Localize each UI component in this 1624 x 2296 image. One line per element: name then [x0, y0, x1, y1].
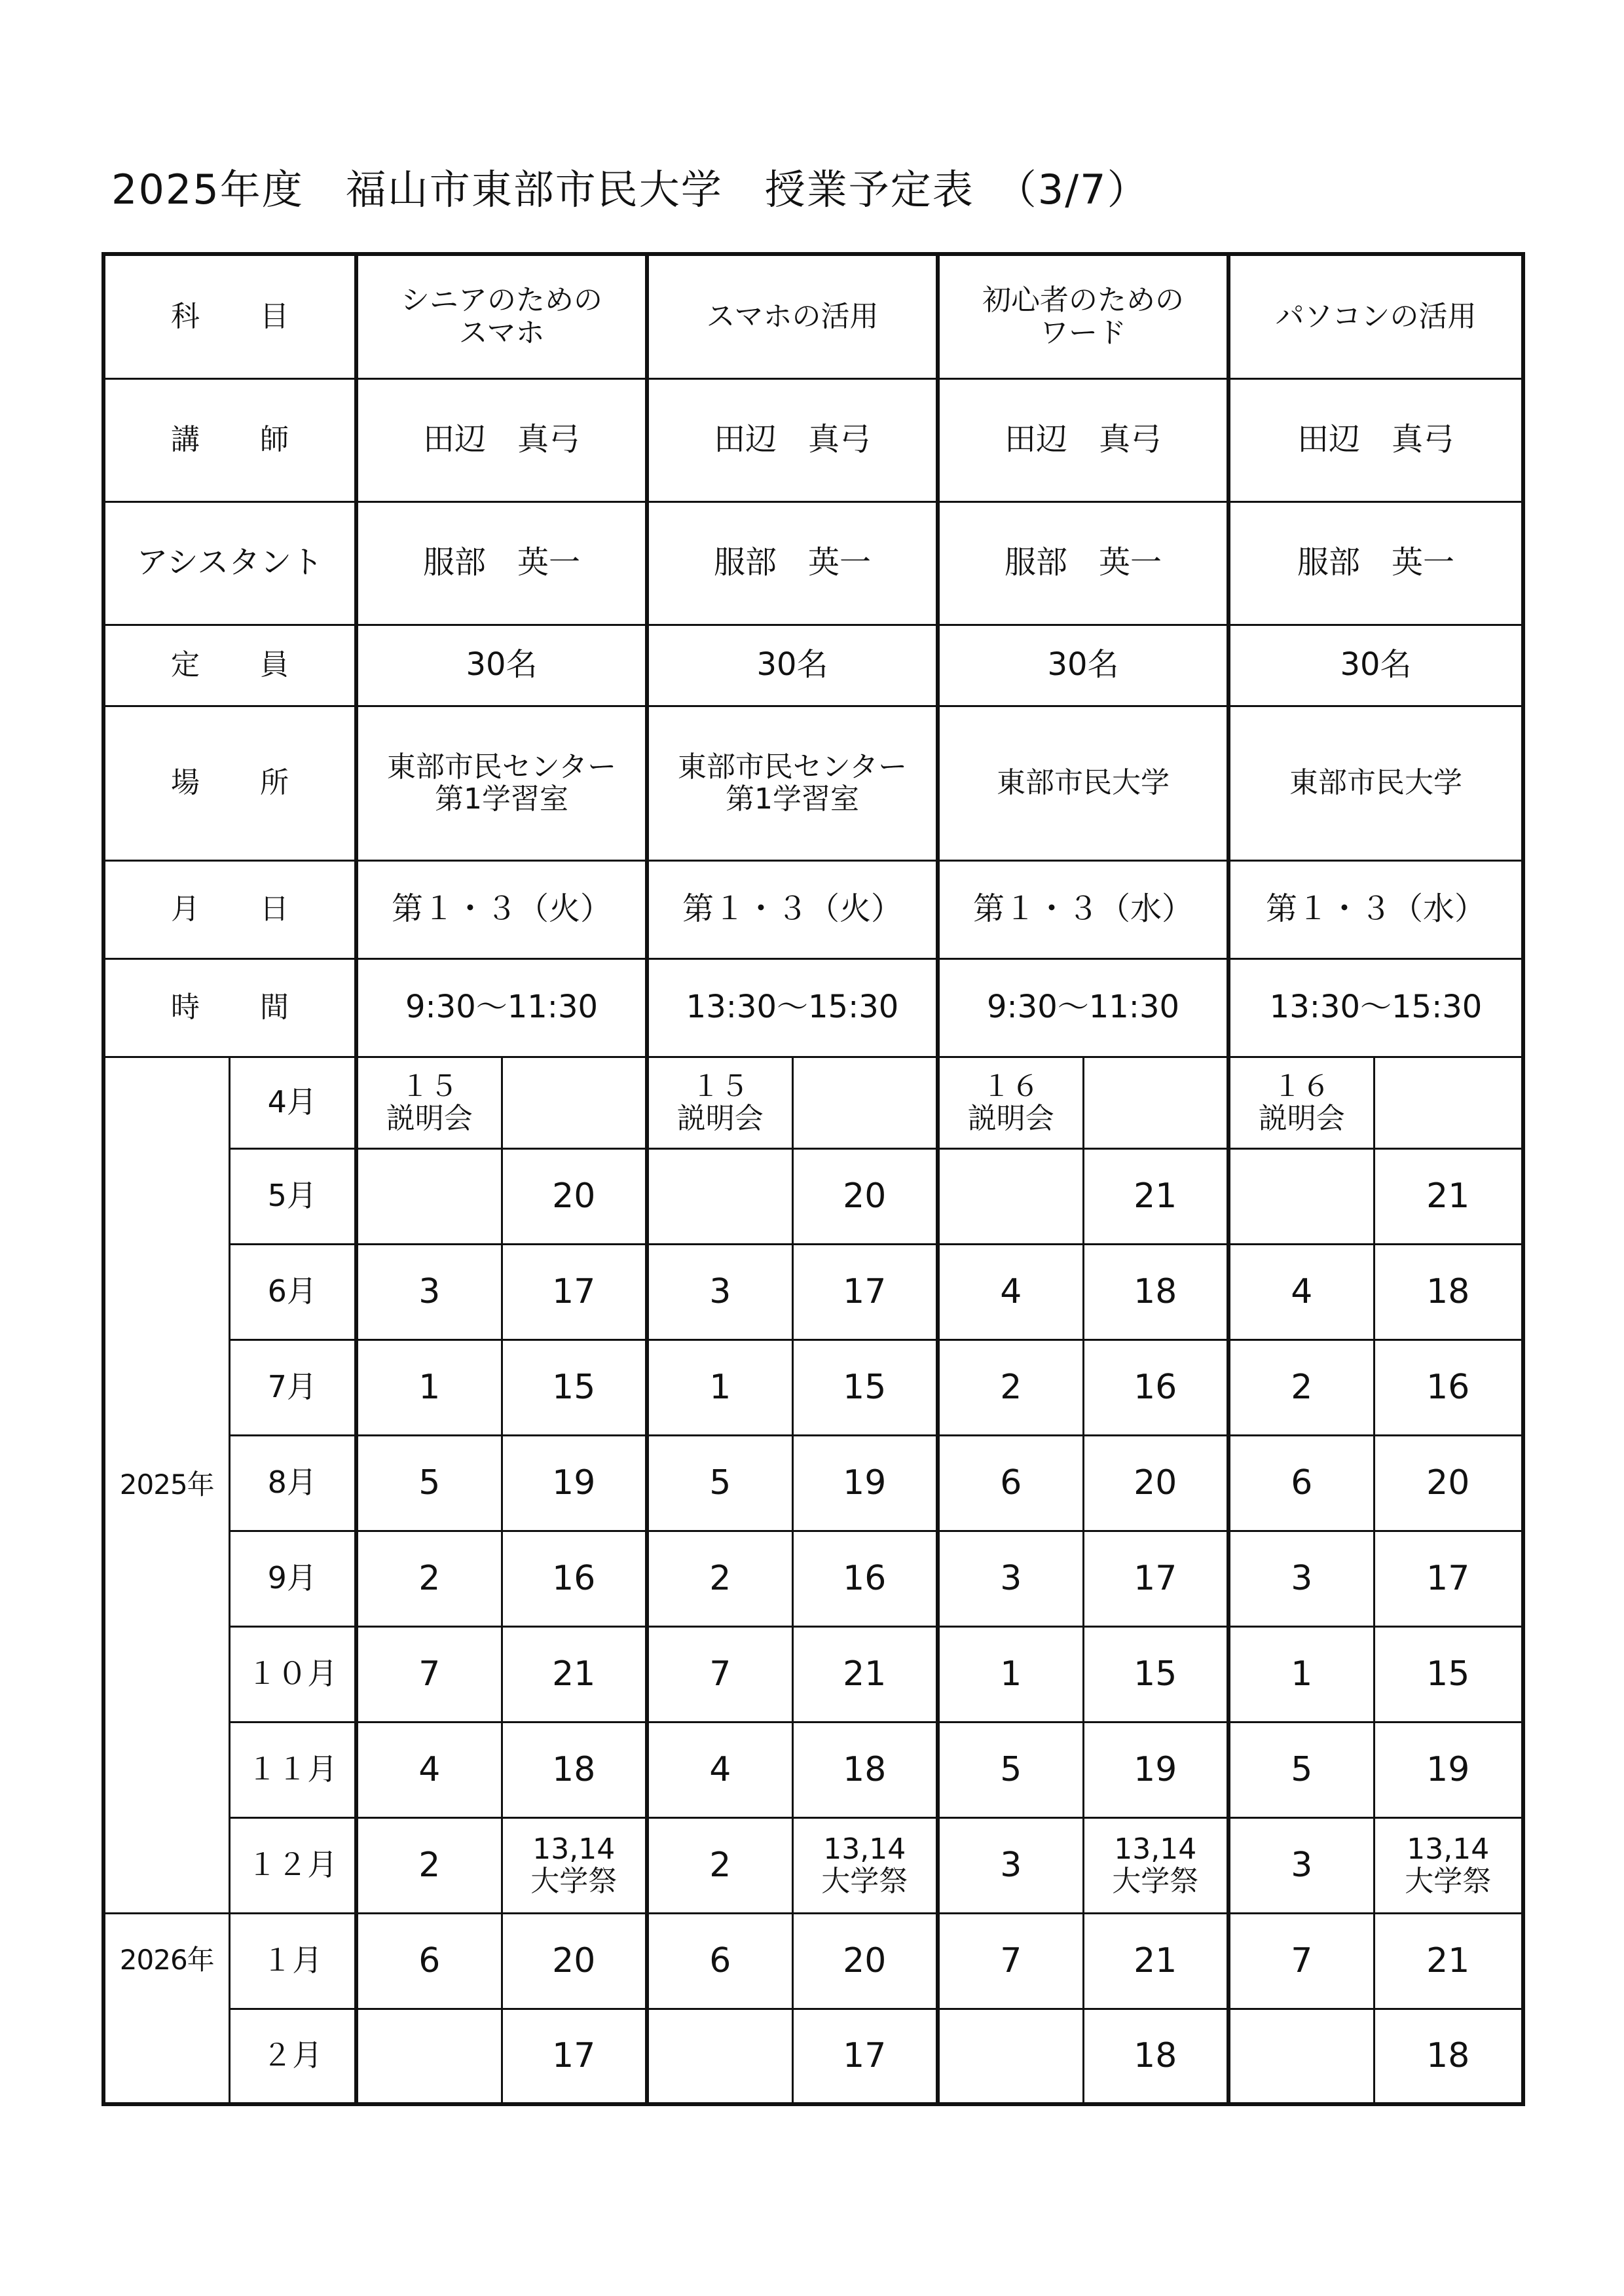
day-cell: 6	[938, 1435, 1083, 1531]
day-note: 説明会	[676, 1102, 764, 1135]
day-note: 大学祭	[1112, 1865, 1199, 1898]
day-cell: 15	[1374, 1626, 1523, 1722]
day-cell: 3	[647, 1244, 792, 1339]
day-cell: 20	[1374, 1435, 1523, 1531]
day-cell: 2	[356, 1531, 502, 1626]
day-cell: 21	[1083, 1913, 1228, 2009]
month-row	[103, 2009, 1523, 2104]
label-capacity: 定 員	[103, 625, 356, 706]
course-3-subject-line2: ワード	[1040, 316, 1126, 350]
day-cell: 4	[1228, 1244, 1374, 1339]
course-3-date: 第１・３（水）	[938, 860, 1228, 958]
day-cell	[502, 1057, 647, 1148]
day-value: 13,14	[823, 1832, 906, 1866]
day-cell: 4	[647, 1722, 792, 1817]
row-subject	[103, 254, 1523, 378]
day-cell: 5	[1228, 1722, 1374, 1817]
day-cell: 19	[792, 1435, 938, 1531]
year-2025: 2025年	[103, 1057, 229, 1913]
course-1-subject-line2: スマホ	[458, 316, 545, 350]
month-label: 4月	[229, 1057, 356, 1148]
course-2-instructor: 田辺 真弓	[647, 378, 938, 501]
day-cell: 20	[502, 1148, 647, 1244]
course-2-place-line1: 東部市民センター	[677, 750, 908, 784]
course-1-date: 第１・３（火）	[356, 860, 647, 958]
course-4-assistant: 服部 英一	[1228, 501, 1523, 625]
month-label: 6月	[229, 1244, 356, 1339]
day-cell	[356, 2009, 502, 2104]
day-cell: 16	[1374, 1339, 1523, 1435]
row-instructor	[103, 378, 1523, 501]
day-value: 13,14	[1114, 1832, 1197, 1866]
course-3-instructor: 田辺 真弓	[938, 378, 1228, 501]
day-cell	[1374, 1817, 1523, 1913]
day-cell: 3	[938, 1531, 1083, 1626]
day-cell: 2	[1228, 1339, 1374, 1435]
course-4-place-line1: 東部市民大学	[1289, 766, 1462, 800]
day-value: 13,14	[532, 1832, 616, 1866]
day-cell: 17	[1083, 1531, 1228, 1626]
course-3-subject-line1: 初心者のための	[982, 283, 1184, 318]
course-4-subject	[1228, 254, 1523, 378]
month-label: ２月	[229, 2009, 356, 2104]
month-row	[103, 1913, 1523, 2009]
day-cell: 18	[1374, 2009, 1523, 2104]
label-date: 月 日	[103, 860, 356, 958]
month-row	[103, 1244, 1523, 1339]
day-value: 13,14	[1407, 1832, 1490, 1866]
day-cell: 16	[792, 1531, 938, 1626]
course-2-subject-line1: スマホの活用	[706, 300, 879, 334]
course-3-subject	[938, 254, 1228, 378]
day-value: １５	[691, 1069, 749, 1103]
month-label: １０月	[229, 1626, 356, 1722]
course-1-capacity: 30名	[356, 625, 647, 706]
day-cell: 15	[1083, 1626, 1228, 1722]
day-note: 大学祭	[530, 1865, 618, 1898]
day-cell: 6	[1228, 1435, 1374, 1531]
day-cell	[1374, 1057, 1523, 1148]
day-cell: 3	[938, 1817, 1083, 1913]
course-4-capacity: 30名	[1228, 625, 1523, 706]
day-cell: 18	[502, 1722, 647, 1817]
course-2-place	[647, 706, 938, 860]
day-cell	[1083, 1057, 1228, 1148]
day-cell	[1228, 1057, 1374, 1148]
day-cell	[647, 1057, 792, 1148]
course-4-subject-line1: パソコンの活用	[1275, 300, 1477, 334]
label-assistant: アシスタント	[103, 501, 356, 625]
day-cell: 21	[502, 1626, 647, 1722]
course-2-assistant: 服部 英一	[647, 501, 938, 625]
day-cell	[1228, 1148, 1374, 1244]
day-cell: 17	[792, 1244, 938, 1339]
day-cell: 5	[938, 1722, 1083, 1817]
day-cell: 2	[938, 1339, 1083, 1435]
row-time	[103, 958, 1523, 1057]
month-label: 7月	[229, 1339, 356, 1435]
day-cell: 20	[792, 1913, 938, 2009]
day-cell: 6	[647, 1913, 792, 2009]
label-place: 場 所	[103, 706, 356, 860]
course-3-time: 9:30～11:30	[938, 958, 1228, 1057]
course-2-time: 13:30～15:30	[647, 958, 938, 1057]
day-value: １５	[400, 1069, 458, 1103]
day-cell: 17	[502, 2009, 647, 2104]
course-1-assistant: 服部 英一	[356, 501, 647, 625]
day-cell	[356, 1148, 502, 1244]
course-1-time: 9:30～11:30	[356, 958, 647, 1057]
day-cell: 21	[1083, 1148, 1228, 1244]
course-3-assistant: 服部 英一	[938, 501, 1228, 625]
label-time: 時 間	[103, 958, 356, 1057]
day-note: 説明会	[386, 1102, 473, 1135]
day-cell: 2	[647, 1817, 792, 1913]
day-cell: 15	[502, 1339, 647, 1435]
course-3-place-line1: 東部市民大学	[997, 766, 1170, 800]
day-value: １６	[982, 1069, 1040, 1103]
day-cell: 2	[647, 1531, 792, 1626]
schedule-table	[101, 252, 1525, 2106]
day-cell: 21	[1374, 1913, 1523, 2009]
day-cell: 4	[938, 1244, 1083, 1339]
month-label: 9月	[229, 1531, 356, 1626]
day-cell: 21	[1374, 1148, 1523, 1244]
day-cell: 3	[1228, 1817, 1374, 1913]
day-cell: 1	[938, 1626, 1083, 1722]
day-cell	[356, 1057, 502, 1148]
day-cell	[1228, 2009, 1374, 2104]
course-3-place	[938, 706, 1228, 860]
row-place	[103, 706, 1523, 860]
month-row	[103, 1817, 1523, 1913]
day-note: 大学祭	[821, 1865, 908, 1898]
day-cell: 20	[502, 1913, 647, 2009]
label-subject: 科 目	[103, 254, 356, 378]
course-2-capacity: 30名	[647, 625, 938, 706]
month-row	[103, 1722, 1523, 1817]
day-cell: 7	[647, 1626, 792, 1722]
day-cell: 19	[1083, 1722, 1228, 1817]
month-row	[103, 1339, 1523, 1435]
day-cell: 3	[356, 1244, 502, 1339]
course-3-capacity: 30名	[938, 625, 1228, 706]
day-cell: 1	[1228, 1626, 1374, 1722]
day-cell: 18	[1083, 1244, 1228, 1339]
day-cell: 20	[792, 1148, 938, 1244]
month-label: １１月	[229, 1722, 356, 1817]
day-cell: 1	[647, 1339, 792, 1435]
day-cell: 20	[1083, 1435, 1228, 1531]
day-cell	[502, 1817, 647, 1913]
day-cell: 17	[502, 1244, 647, 1339]
course-4-place	[1228, 706, 1523, 860]
day-cell	[938, 1148, 1083, 1244]
day-cell: 16	[502, 1531, 647, 1626]
day-value: １６	[1272, 1069, 1331, 1103]
course-1-subject	[356, 254, 647, 378]
day-cell: 7	[356, 1626, 502, 1722]
course-1-place-line2: 第1学習室	[435, 782, 568, 816]
course-4-date: 第１・３（水）	[1228, 860, 1523, 958]
day-cell: 18	[1083, 2009, 1228, 2104]
year-2026: 2026年	[103, 1913, 229, 2104]
day-cell: 5	[356, 1435, 502, 1531]
day-cell	[647, 1148, 792, 1244]
day-cell: 5	[647, 1435, 792, 1531]
day-cell: 17	[1374, 1531, 1523, 1626]
day-cell: 19	[502, 1435, 647, 1531]
day-cell: 16	[1083, 1339, 1228, 1435]
course-4-instructor: 田辺 真弓	[1228, 378, 1523, 501]
course-1-instructor: 田辺 真弓	[356, 378, 647, 501]
day-cell: 7	[1228, 1913, 1374, 2009]
day-cell	[792, 1817, 938, 1913]
day-cell: 15	[792, 1339, 938, 1435]
course-4-time: 13:30～15:30	[1228, 958, 1523, 1057]
label-instructor: 講 師	[103, 378, 356, 501]
course-2-date: 第１・３（火）	[647, 860, 938, 958]
day-cell: 3	[1228, 1531, 1374, 1626]
day-cell: 17	[792, 2009, 938, 2104]
month-label: 8月	[229, 1435, 356, 1531]
day-cell: 19	[1374, 1722, 1523, 1817]
day-cell: 4	[356, 1722, 502, 1817]
month-row	[103, 1626, 1523, 1722]
course-2-subject	[647, 254, 938, 378]
day-cell: 2	[356, 1817, 502, 1913]
day-cell: 18	[1374, 1244, 1523, 1339]
month-row	[103, 1435, 1523, 1531]
month-label: １２月	[229, 1817, 356, 1913]
page-title: 2025年度 福山市東部市民大学 授業予定表 （3/7）	[111, 166, 1149, 213]
day-cell	[938, 1057, 1083, 1148]
day-cell: 1	[356, 1339, 502, 1435]
row-date	[103, 860, 1523, 958]
course-1-place	[356, 706, 647, 860]
course-1-subject-line1: シニアのための	[401, 283, 602, 318]
day-note: 大学祭	[1405, 1865, 1492, 1898]
month-label: １月	[229, 1913, 356, 2009]
day-cell	[938, 2009, 1083, 2104]
course-1-place-line1: 東部市民センター	[386, 750, 617, 784]
day-cell: 6	[356, 1913, 502, 2009]
day-cell: 18	[792, 1722, 938, 1817]
row-capacity	[103, 625, 1523, 706]
month-row	[103, 1148, 1523, 1244]
row-assistant	[103, 501, 1523, 625]
day-cell	[792, 1057, 938, 1148]
month-label: 5月	[229, 1148, 356, 1244]
day-cell: 7	[938, 1913, 1083, 2009]
month-row	[103, 1531, 1523, 1626]
course-2-place-line2: 第1学習室	[726, 782, 859, 816]
month-row	[103, 1057, 1523, 1148]
day-cell	[647, 2009, 792, 2104]
day-cell: 21	[792, 1626, 938, 1722]
day-note: 説明会	[967, 1102, 1054, 1135]
day-cell	[1083, 1817, 1228, 1913]
day-note: 説明会	[1258, 1102, 1345, 1135]
